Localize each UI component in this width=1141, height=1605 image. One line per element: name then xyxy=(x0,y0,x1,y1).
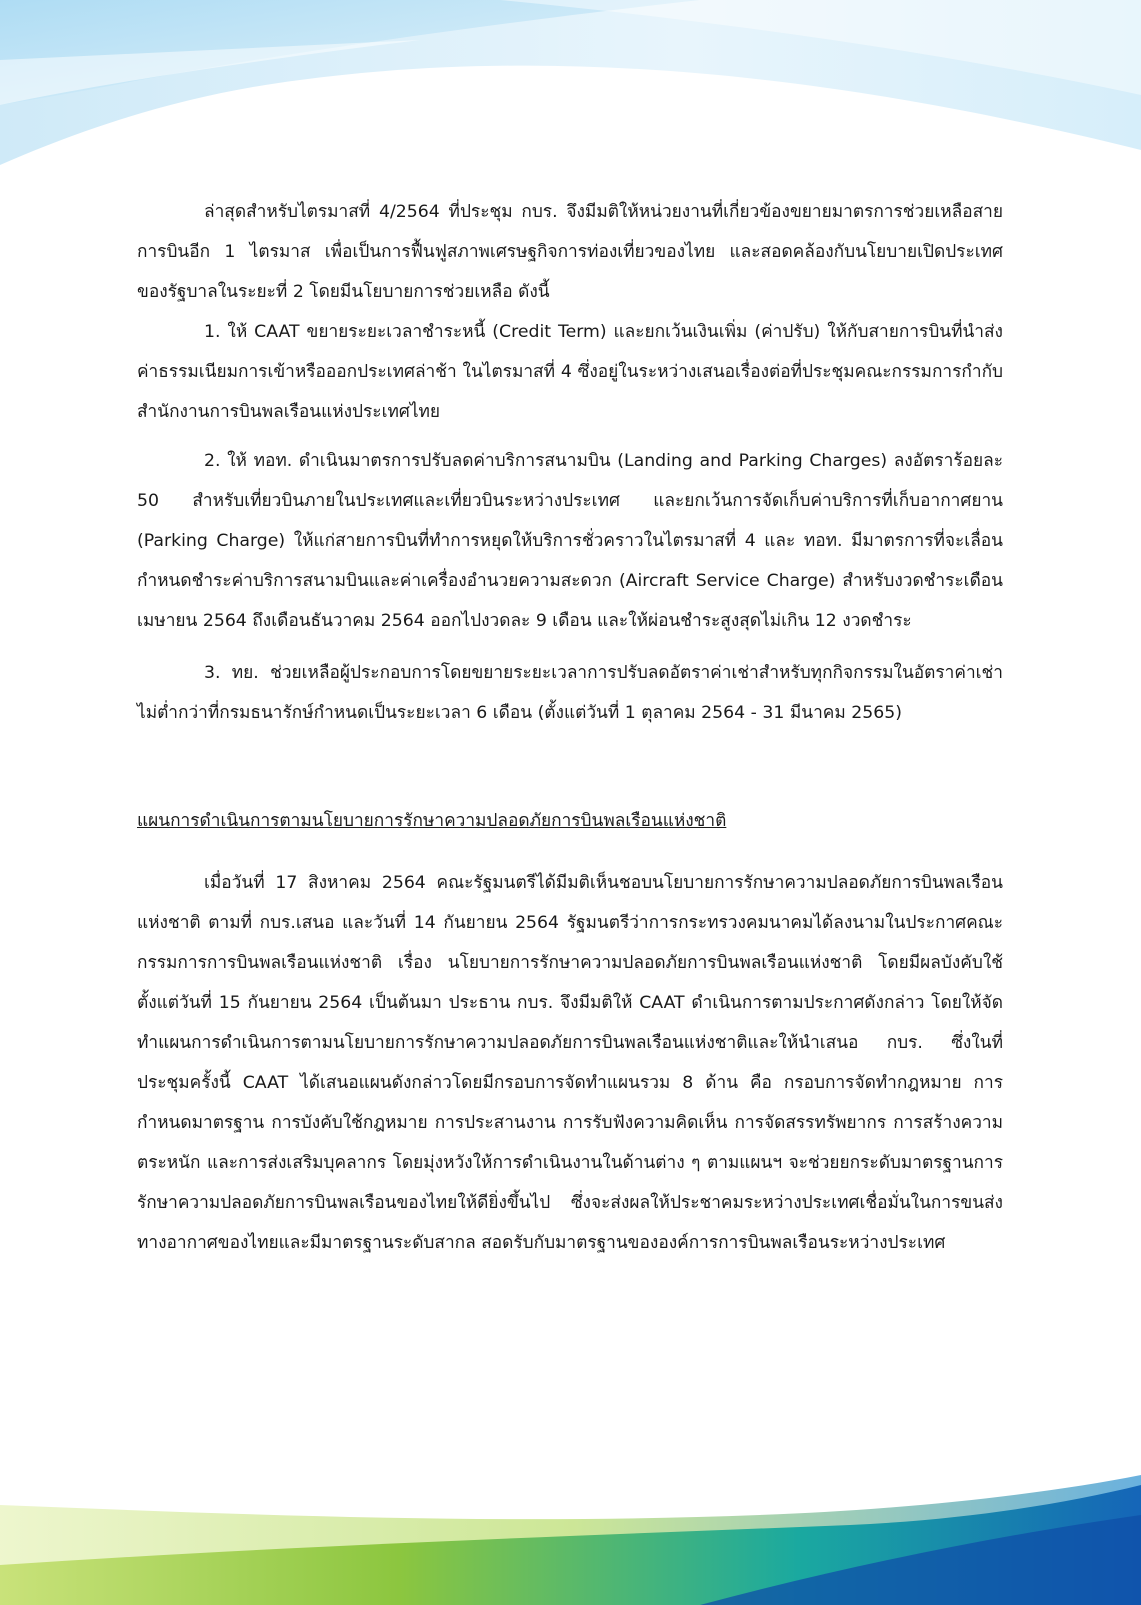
measure-item-2: 2. ให้ ทอท. ดำเนินมาตรการปรับลดค่าบริการสนามบิน (Landing and Parking Charges) ลงอัตราร้อยละ 50 สำหรับเที่ยวบินภายในประเทศและเที่ยวบินระหว่างประเทศ และยกเว้นการจัดเก็บค่าบริการที่เก็บอากาศยาน (Parking Charge) ให้แก่สายการบินที่ทำการหยุดให้บริการชั่วคราวในไตรมาสที่ 4 และ ทอท. มีมาตรการที่จะเลื่อนกำหนดชำระค่าบริการสนามบินและค่าเครื่องอำนวยความสะดวก (Aircraft Service Charge) สำหรับงวดชำระเดือนเมษายน 2564 ถึงเดือนธันวาคม 2564 ออกไปงวดละ 9 เดือน และให้ผ่อนชำระสูงสุดไม่เกิน 12 งวดชำระ xyxy=(137,451,1003,631)
section-body-paragraph: เมื่อวันที่ 17 สิงหาคม 2564 คณะรัฐมนตรีได้มีมติเห็นชอบนโยบายการรักษาความปลอดภัยการบินพลเรือนแห่งชาติ ตามที่ กบร.เสนอ และวันที่ 14 กันยายน 2564 รัฐมนตรีว่าการกระทรวงคมนาคมได้ลงนามในประกาศคณะกรรมการการบินพลเรือนแห่งชาติ เรื่อง นโยบายการรักษาความปลอดภัยการบินพลเรือนแห่งชาติ โดยมีผลบังคับใช้ตั้งแต่วันที่ 15 กันยายน 2564 เป็นต้นมา ประธาน กบร. จึงมีมติให้ CAAT ดำเนินการตามประกาศดังกล่าว โดยให้จัดทำแผนการดำเนินการตามนโยบายการรักษาความปลอดภัยการบินพลเรือนแห่งชาติและให้นำเสนอ กบร. ซึ่งในที่ประชุมครั้งนี้ CAAT ได้เสนอแผนดังกล่าวโดยมีกรอบการจัดทำแผนรวม 8 ด้าน คือ กรอบการจัดทำกฎหมาย การกำหนดมาตรฐาน การบังคับใช้กฎหมาย การประสานงาน การรับฟังความคิดเห็น การจัดสรรทรัพยากร การสร้างความตระหนัก และการส่งเสริมบุคลากร โดยมุ่งหวังให้การดำเนินงานในด้านต่าง ๆ ตามแผนฯ จะช่วยยกระดับมาตรฐานการรักษาความปลอดภัยการบินพลเรือนของไทยให้ดียิ่งขึ้นไป ซึ่งจะส่งผลให้ประชาคมระหว่างประเทศเชื่อมั่นในการขนส่งทางอากาศของไทยและมีมาตรฐานระดับสากล สอดรับกับมาตรฐานขององค์การการบินพลเรือนระหว่างประเทศ xyxy=(137,873,1003,1253)
bottom-wave-decoration xyxy=(0,1415,1141,1605)
measure-item-3: 3. ทย. ช่วยเหลือผู้ประกอบการโดยขยายระยะเวลาการปรับลดอัตราค่าเช่าสำหรับทุกกิจกรรมในอัตราค่าเช่าไม่ต่ำกว่าที่กรมธนารักษ์กำหนดเป็นระยะเวลา 6 เดือน (ตั้งแต่วันที่ 1 ตุลาคม 2564 - 31 มีนาคม 2565) xyxy=(137,663,1003,723)
section-heading: แผนการดำเนินการตามนโยบายการรักษาความปลอดภัยการบินพลเรือนแห่งชาติ xyxy=(137,811,727,831)
intro-paragraph: ล่าสุดสำหรับไตรมาสที่ 4/2564 ที่ประชุม กบร. จึงมีมติให้หน่วยงานที่เกี่ยวข้องขยายมาตรการช่วยเหลือสายการบินอีก 1 ไตรมาส เพื่อเป็นการฟื้นฟูสภาพเศรษฐกิจการท่องเที่ยวของไทย และสอดคล้องกับนโยบายเปิดประเทศ ของรัฐบาลในระยะที่ 2 โดยมีนโยบายการช่วยเหลือ ดังนี้ xyxy=(137,202,1003,302)
document-body xyxy=(137,192,1003,1263)
measure-item-1: 1. ให้ CAAT ขยายระยะเวลาชำระหนี้ (Credit Term) และยกเว้นเงินเพิ่ม (ค่าปรับ) ให้กับสายการบินที่นำส่งค่าธรรมเนียมการเข้าหรือออกประเทศล่าช้า ในไตรมาสที่ 4 ซึ่งอยู่ในระหว่างเสนอเรื่องต่อที่ประชุมคณะกรรมการกำกับสำนักงานการบินพลเรือนแห่งประเทศไทย xyxy=(137,322,1003,422)
top-wave-decoration xyxy=(0,0,1141,190)
